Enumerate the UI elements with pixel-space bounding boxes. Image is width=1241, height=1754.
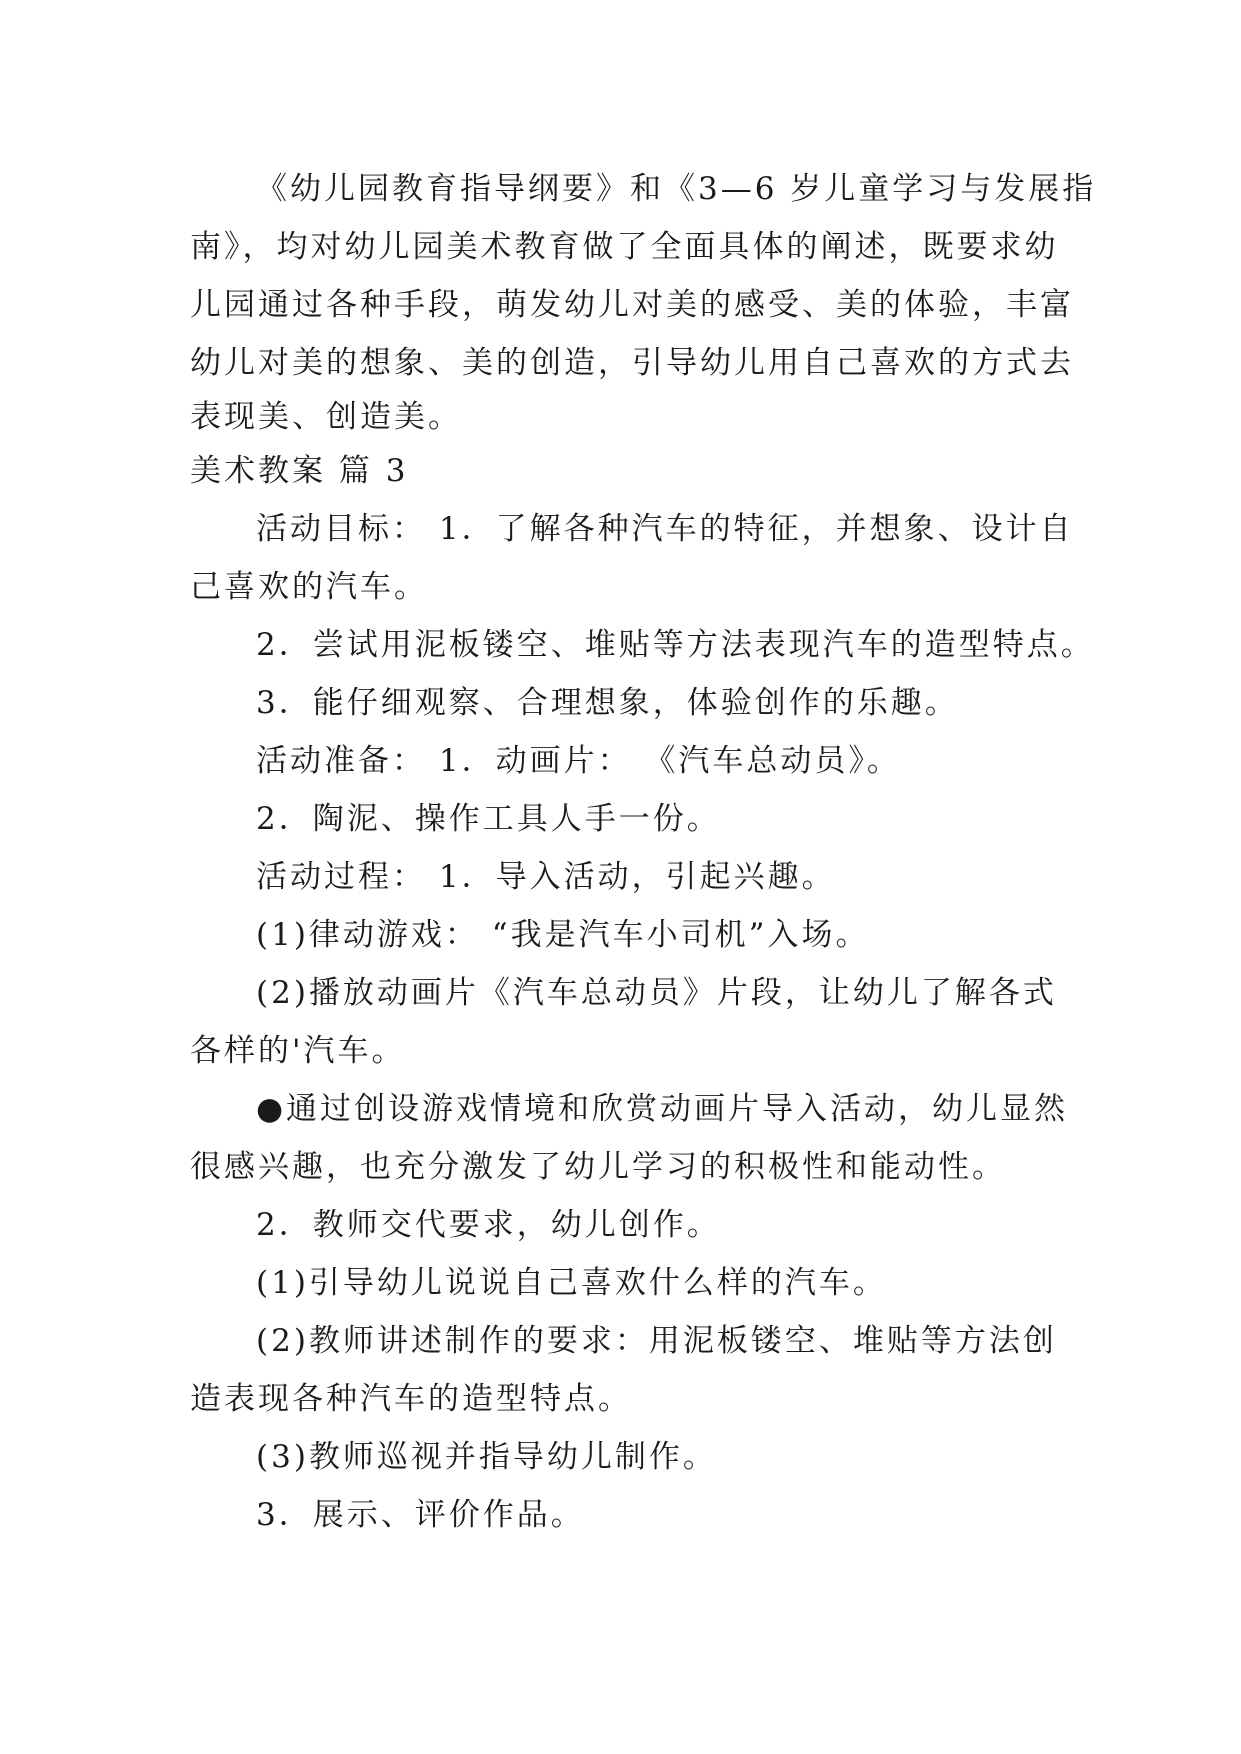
paragraph-line: 活动过程： 1．导入活动，引起兴趣。: [256, 859, 836, 895]
paragraph-line: 己喜欢的汽车。: [190, 569, 428, 605]
paragraph-line: 活动目标： 1．了解各种汽车的特征，并想象、设计自: [256, 511, 1074, 547]
paragraph-line: 各样的'汽车。: [190, 1033, 406, 1069]
paragraph-line: 《幼儿园教育指导纲要》和《3—6 岁儿童学习与发展指: [256, 171, 1097, 207]
paragraph-line: 造表现各种汽车的造型特点。: [190, 1381, 632, 1417]
paragraph-line: 活动准备： 1．动画片： 《汽车总动员》。: [256, 743, 901, 779]
paragraph-line: (2)教师讲述制作的要求：用泥板镂空、堆贴等方法创: [256, 1323, 1057, 1359]
paragraph-line: 3．展示、评价作品。: [256, 1497, 585, 1533]
paragraph-line: 很感兴趣，也充分激发了幼儿学习的积极性和能动性。: [190, 1149, 1006, 1185]
paragraph-line: 表现美、创造美。: [190, 399, 462, 435]
paragraph-line: 2．尝试用泥板镂空、堆贴等方法表现汽车的造型特点。: [256, 627, 1095, 663]
paragraph-line: (3)教师巡视并指导幼儿制作。: [256, 1439, 717, 1475]
paragraph-line: 3．能仔细观察、合理想象，体验创作的乐趣。: [256, 685, 959, 721]
section-heading: 美术教案 篇 3: [190, 453, 409, 489]
document-body: [190, 160, 1097, 1544]
paragraph-line: (1)律动游戏： “我是汽车小司机”入场。: [256, 917, 870, 953]
paragraph-line: 儿园通过各种手段，萌发幼儿对美的感受、美的体验，丰富: [190, 287, 1074, 323]
paragraph-line: (2)播放动画片《汽车总动员》片段，让幼儿了解各式: [256, 975, 1057, 1011]
paragraph-line: 2．教师交代要求，幼儿创作。: [256, 1207, 721, 1243]
paragraph-line: 2．陶泥、操作工具人手一份。: [256, 801, 721, 837]
paragraph-line: ●通过创设游戏情境和欣赏动画片导入活动，幼儿显然: [256, 1091, 1069, 1127]
paragraph-line: (1)引导幼儿说说自己喜欢什么样的汽车。: [256, 1265, 887, 1301]
paragraph-line: 南》，均对幼儿园美术教育做了全面具体的阐述，既要求幼: [190, 229, 1059, 265]
paragraph-line: 幼儿对美的想象、美的创造，引导幼儿用自己喜欢的方式去: [190, 345, 1074, 381]
